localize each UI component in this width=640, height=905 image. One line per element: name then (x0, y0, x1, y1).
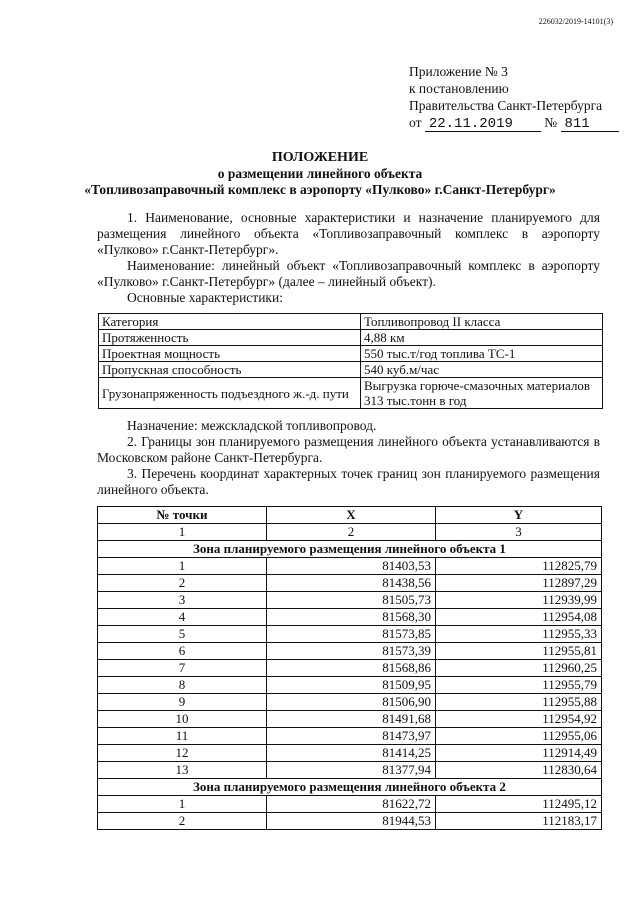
table-row (98, 575, 602, 592)
table-row (98, 694, 602, 711)
coord-y: 112955,88 (436, 694, 602, 711)
point-number: 6 (98, 643, 267, 660)
point-number: 2 (98, 575, 267, 592)
coord-x: 81491,68 (267, 711, 436, 728)
coord-x: 81568,86 (267, 660, 436, 677)
header-y: Y (436, 507, 602, 524)
title-line-2: о размещении линейного объекта (217, 166, 423, 181)
characteristic-name: Грузонапряженность подъездного ж.-д. пути (99, 378, 361, 409)
annex-number-label: № (544, 115, 558, 130)
coord-x: 81403,53 (267, 558, 436, 575)
coord-x: 81944,53 (267, 813, 436, 830)
purpose-text (97, 418, 600, 498)
coord-x: 81573,39 (267, 643, 436, 660)
coord-y: 112955,81 (436, 643, 602, 660)
paragraph-5: 2. Границы зон планируемого размещения линейного объекта устанавливаются в Московском районе Санкт-Петербурга. (97, 434, 600, 465)
characteristic-name: Проектная мощность (99, 346, 361, 362)
characteristic-value: 550 тыс.т/год топлива ТС-1 (361, 346, 603, 362)
table-row (98, 626, 602, 643)
characteristic-value: 540 куб.м/час (361, 362, 603, 378)
coordinates-table (97, 506, 602, 830)
coord-y: 112955,33 (436, 626, 602, 643)
characteristic-value: Топливопровод II класса (361, 314, 603, 330)
coord-y: 112939,99 (436, 592, 602, 609)
coord-y: 112495,12 (436, 796, 602, 813)
column-number: 1 (98, 524, 267, 541)
coord-x: 81568,30 (267, 609, 436, 626)
table-row (99, 330, 603, 346)
coord-y: 112954,08 (436, 609, 602, 626)
table-row (98, 762, 602, 779)
coord-x: 81506,90 (267, 694, 436, 711)
coord-y: 112914,49 (436, 745, 602, 762)
annex-block (409, 63, 619, 132)
intro-text (97, 210, 600, 306)
coord-y: 112955,06 (436, 728, 602, 745)
table-row (98, 558, 602, 575)
title-line-3: «Топливозаправочный комплекс в аэропорту «Пулково» г.Санкт-Петербург» (84, 182, 556, 197)
annex-number: 811 (561, 117, 619, 132)
coord-y: 112960,25 (436, 660, 602, 677)
point-number: 11 (98, 728, 267, 745)
paragraph-1: 1. Наименование, основные характеристики и назначение планируемого для размещения линейного объекта «Топливозаправочный комплекс в аэропорту «Пулково» г.Санкт-Петербург». (97, 210, 600, 257)
paragraph-2: Наименование: линейный объект «Топливозаправочный комплекс в аэропорту «Пулково» г.Санкт-Петербург» (далее – линейный объект). (97, 258, 600, 289)
paragraph-6: 3. Перечень координат характерных точек границ зон планируемого размещения линейного объекта. (97, 466, 600, 497)
characteristic-value: 4,88 км (361, 330, 603, 346)
point-number: 12 (98, 745, 267, 762)
table-row (99, 346, 603, 362)
table-row (99, 314, 603, 330)
annex-government: Правительства Санкт-Петербурга (409, 98, 603, 113)
characteristic-value: Выгрузка горюче-смазочных материалов 313 тыс.тонн в год (361, 378, 603, 409)
coord-y: 112830,64 (436, 762, 602, 779)
coord-x: 81622,72 (267, 796, 436, 813)
coord-x: 81438,56 (267, 575, 436, 592)
document-title (0, 150, 640, 198)
header-row (98, 507, 602, 524)
point-number: 1 (98, 558, 267, 575)
table-row (98, 711, 602, 728)
table-row (98, 677, 602, 694)
annex-title: Приложение № 3 (409, 64, 508, 79)
table-row (98, 813, 602, 830)
point-number: 4 (98, 609, 267, 626)
annex-date: 22.11.2019 (425, 117, 541, 132)
coord-y: 112825,79 (436, 558, 602, 575)
table-row (98, 796, 602, 813)
coord-x: 81414,25 (267, 745, 436, 762)
point-number: 3 (98, 592, 267, 609)
coord-y: 112955,79 (436, 677, 602, 694)
document-id: 226032/2019-14101(3) (538, 17, 613, 26)
table-row (98, 745, 602, 762)
coord-x: 81505,73 (267, 592, 436, 609)
annex-from-label: от (409, 115, 422, 130)
annex-to-resolution: к постановлению (409, 81, 509, 96)
header-point: № точки (98, 507, 267, 524)
table-row (99, 378, 603, 409)
coord-x: 81473,97 (267, 728, 436, 745)
table-row (98, 609, 602, 626)
coord-y: 112183,17 (436, 813, 602, 830)
table-row (98, 592, 602, 609)
characteristic-name: Категория (99, 314, 361, 330)
paragraph-3: Основные характеристики: (127, 290, 283, 305)
coord-x: 81377,94 (267, 762, 436, 779)
paragraph-4: Назначение: межскладской топливопровод. (127, 418, 377, 433)
column-number-row (98, 524, 602, 541)
table-row (98, 643, 602, 660)
zone-1-row (98, 541, 602, 558)
table-row (98, 660, 602, 677)
characteristic-name: Протяженность (99, 330, 361, 346)
characteristic-name: Пропускная способность (99, 362, 361, 378)
table-row (99, 362, 603, 378)
point-number: 9 (98, 694, 267, 711)
point-number: 2 (98, 813, 267, 830)
coord-x: 81573,85 (267, 626, 436, 643)
coord-y: 112897,29 (436, 575, 602, 592)
point-number: 7 (98, 660, 267, 677)
coord-x: 81509,95 (267, 677, 436, 694)
column-number: 3 (436, 524, 602, 541)
point-number: 10 (98, 711, 267, 728)
point-number: 13 (98, 762, 267, 779)
header-x: X (267, 507, 436, 524)
column-number: 2 (267, 524, 436, 541)
table-row (98, 728, 602, 745)
point-number: 1 (98, 796, 267, 813)
point-number: 8 (98, 677, 267, 694)
coord-y: 112954,92 (436, 711, 602, 728)
annex-date-line (409, 114, 619, 132)
point-number: 5 (98, 626, 267, 643)
zone-1-title: Зона планируемого размещения линейного объекта 1 (98, 541, 602, 558)
zone-2-row (98, 779, 602, 796)
title-line-1: ПОЛОЖЕНИЕ (271, 150, 369, 165)
characteristics-table (98, 313, 603, 409)
zone-2-title: Зона планируемого размещения линейного объекта 2 (98, 779, 602, 796)
